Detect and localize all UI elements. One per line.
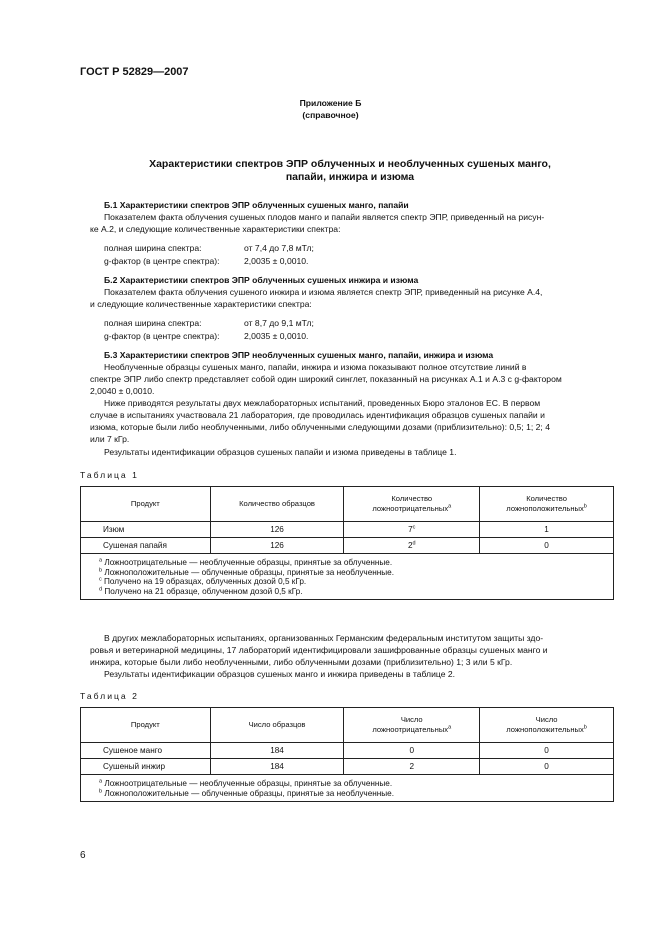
table2-header-pos-text: Число ложноположительных (506, 715, 584, 734)
table2-header-product: Продукт (81, 708, 211, 743)
footnote-mark: a (99, 778, 103, 785)
table1-header-count: Количество образцов (210, 487, 344, 522)
table-row (81, 538, 614, 554)
table2-cell-product: Сушеный инжир (81, 759, 211, 775)
footnote-mark: b (583, 724, 587, 731)
footnote-mark: a (448, 503, 452, 510)
main-title-line2: папайи, инжира и изюма (285, 171, 415, 183)
page-number: 6 (80, 850, 86, 861)
table-row (81, 743, 614, 759)
b2-width-value: от 8,7 до 9,1 мТл; (244, 318, 314, 328)
table-note (99, 577, 607, 587)
section-b2-heading: Б.2 Характеристики спектров ЭПР облученных сушеных инжира и изюма (104, 275, 419, 285)
table1-header-neg-text: Количество ложноотрицательных (372, 494, 449, 513)
b1-width-value: от 7,4 до 7,8 мТл; (244, 243, 314, 253)
para2-line3: инжира, которые были либо необлученными, либо облученными дозами (приблизительно) 1; 3 или 5 кГр. (90, 657, 513, 667)
table1-cell-product: Изюм (81, 522, 211, 538)
table-note (99, 789, 607, 799)
footnote-mark: c (412, 524, 416, 531)
para2-line2: ровья и ветеринарной медицины, 17 лабораторий идентифицировали зашифрованные образцы сушеных манго и (90, 645, 548, 655)
table-note (99, 587, 607, 597)
main-title (90, 158, 610, 184)
table2 (80, 707, 614, 802)
table2-cell-pos: 0 (480, 759, 614, 775)
table2-notes (81, 775, 614, 802)
table1-header-pos-text: Количество ложноположительных (506, 494, 584, 513)
section-b3-p1-line1: Необлученные образцы сушеных манго, папайи, инжира и изюма показывают полное отсутствие линий в (104, 362, 527, 372)
table2-cell-neg: 0 (344, 743, 480, 759)
table-note (99, 568, 607, 578)
note-text: Ложноположительные — облученные образцы, принятые за необлученные. (104, 788, 395, 798)
b2-g-label: g-фактор (в центре спектра): (104, 331, 220, 341)
table1-cell-count: 126 (210, 522, 344, 538)
b2-width-label: полная ширина спектра: (104, 318, 202, 328)
table1-cell-count: 126 (210, 538, 344, 554)
table1-caption: Таблица 1 (80, 470, 139, 480)
section-b1-text-2: ке А.2, и следующие количественные характеристики спектра: (90, 224, 341, 234)
section-b3-p1-line3: 2,0040 ± 0,0010. (90, 386, 155, 396)
table1-header-row (81, 487, 614, 522)
table1-header-neg (344, 487, 480, 522)
table-note (99, 558, 607, 568)
para2-line1: В других межлабораторных испытаниях, организованных Германским федеральным институтом защиты здо- (104, 633, 544, 643)
para2-line4: Результаты идентификации образцов сушеных манго и инжира приведены в таблице 2. (104, 669, 456, 679)
section-b2-text-2: и следующие количественные характеристики спектра: (90, 299, 312, 309)
section-b3-p1-line2: спектре ЭПР либо спектр представляет собой один широкий синглет, показанный на рисунках А.1 и А.3 с g-фактором (90, 374, 562, 384)
table-note (99, 779, 607, 789)
table1-cell-pos: 1 (480, 522, 614, 538)
table1-cell-neg-value: 7 (408, 525, 413, 534)
table1-header-pos (480, 487, 614, 522)
table2-cell-pos: 0 (480, 743, 614, 759)
note-text: Ложноотрицательные — необлученные образцы, принятые за облученные. (104, 558, 393, 567)
footnote-mark: d (412, 540, 416, 547)
table2-header-row (81, 708, 614, 743)
table1-cell-neg-value: 2 (407, 541, 413, 550)
footnote-mark: b (583, 503, 587, 510)
table2-cell-count: 184 (210, 759, 344, 775)
section-b3-p2-line1: Ниже приводятся результаты двух межлабораторных испытаний, проведенных Бюро эталонов ЕС. В первом (104, 398, 541, 408)
section-b1-text-1: Показателем факта облучения сушеных плодов манго и папайи является спектр ЭПР, приведенный на рисун- (104, 212, 545, 222)
note-text: Получено на 19 образцах, облученных дозой 0,5 кГр. (104, 577, 307, 586)
footnote-mark: b (99, 566, 103, 573)
footnote-mark: d (99, 585, 103, 592)
footnote-mark: b (99, 787, 103, 794)
table1-cell-neg (344, 522, 480, 538)
table1-header-product: Продукт (81, 487, 211, 522)
section-b2-text-1: Показателем факта облучения сушеного инжира и изюма является спектр ЭПР, приведенный на рисунке А.4, (104, 287, 543, 297)
table2-header-count: Число образцов (210, 708, 344, 743)
table2-cell-product: Сушеное манго (81, 743, 211, 759)
main-title-line1: Характеристики спектров ЭПР облученных и необлученных сушеных манго, (149, 158, 551, 170)
table1 (80, 486, 614, 600)
note-text: Ложноотрицательные — необлученные образцы, принятые за облученные. (104, 779, 393, 788)
table2-header-neg (344, 708, 480, 743)
b1-width-label: полная ширина спектра: (104, 243, 202, 253)
table-row (81, 759, 614, 775)
table1-cell-pos: 0 (480, 538, 614, 554)
note-text: Ложноположительные — облученные образцы, принятые за необлученные. (104, 567, 395, 577)
table1-notes (81, 554, 614, 600)
section-b3-p2-line3: изюма, которые были либо необлученными, либо облученными следующими дозами (приблизительно): 0,5; 1; 2; 4 (90, 422, 550, 432)
b1-g-value: 2,0035 ± 0,0010. (244, 256, 309, 266)
footnote-mark: c (99, 576, 102, 583)
appendix-title: Приложение Б (299, 98, 362, 108)
appendix-subtitle: (справочное) (302, 110, 359, 120)
table2-cell-neg: 2 (344, 759, 480, 775)
table2-header-neg-text: Число ложноотрицательных (372, 715, 449, 734)
section-b3-p2-line2: случае в испытаниях участвовала 21 лаборатория, где проводилась идентификация образцов сушеных папайи и (90, 410, 545, 420)
table2-cell-count: 184 (210, 743, 344, 759)
table-row (81, 522, 614, 538)
table2-header-pos (480, 708, 614, 743)
table1-cell-product: Сушеная папайя (81, 538, 211, 554)
table1-notes-row (81, 554, 614, 600)
section-b3-p3: Результаты идентификации образцов сушеных папайи и изюма приведены в таблице 1. (104, 447, 457, 457)
section-b3-p2-line4: или 7 кГр. (90, 434, 130, 444)
note-text: Получено на 21 образце, облученном дозой 0,5 кГр. (104, 586, 303, 596)
b1-g-label: g-фактор (в центре спектра): (104, 256, 220, 266)
table1-cell-neg (344, 538, 480, 554)
section-b1-heading: Б.1 Характеристики спектров ЭПР облученных сушеных манго, папайи (104, 200, 409, 210)
b2-g-value: 2,0035 ± 0,0010. (244, 331, 309, 341)
footnote-mark: a (448, 724, 452, 731)
section-b3-heading: Б.3 Характеристики спектров ЭПР необлученных сушеных манго, папайи, инжира и изюма (104, 350, 494, 360)
document-code: ГОСТ Р 52829—2007 (80, 66, 189, 78)
table2-notes-row (81, 775, 614, 802)
table2-caption: Таблица 2 (80, 691, 139, 701)
footnote-mark: a (99, 557, 103, 564)
